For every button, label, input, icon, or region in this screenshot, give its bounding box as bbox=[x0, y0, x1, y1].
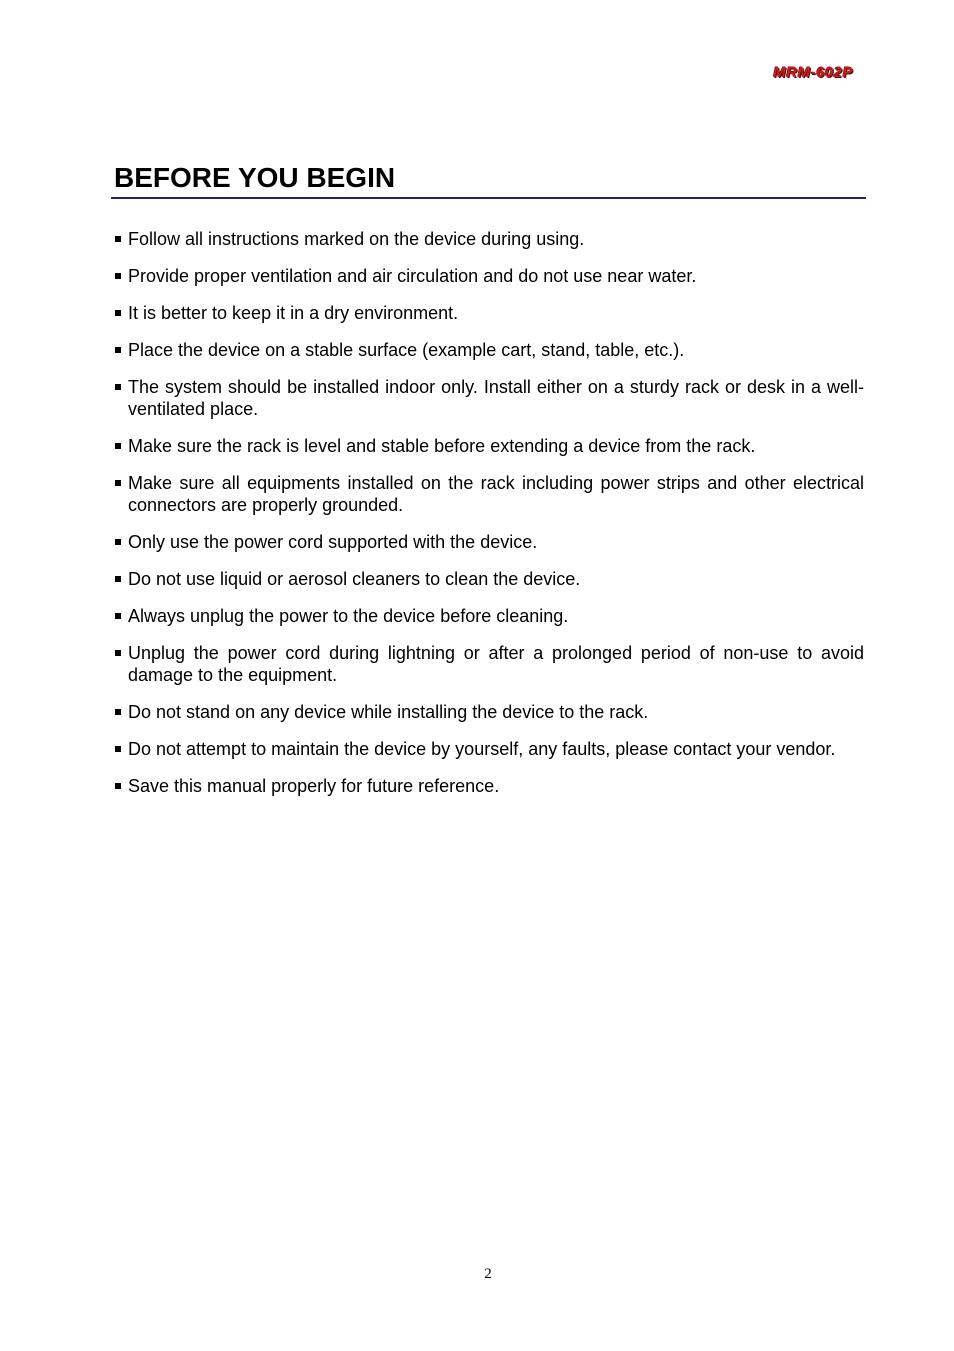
square-bullet-icon bbox=[115, 236, 121, 242]
header-model-name: MRM-602P bbox=[773, 64, 853, 81]
square-bullet-icon bbox=[115, 384, 121, 390]
list-item-text: Always unplug the power to the device before cleaning. bbox=[128, 606, 569, 626]
list-item-text: Provide proper ventilation and air circulation and do not use near water. bbox=[128, 266, 697, 286]
square-bullet-icon bbox=[115, 746, 121, 752]
list-item-text: Place the device on a stable surface (example cart, stand, table, etc.). bbox=[128, 340, 685, 360]
list-item-text: Do not use liquid or aerosol cleaners to clean the device. bbox=[128, 569, 581, 589]
list-item bbox=[114, 339, 864, 361]
list-item bbox=[114, 701, 864, 723]
list-item bbox=[114, 376, 864, 420]
square-bullet-icon bbox=[115, 347, 121, 353]
list-item-text: Do not stand on any device while installing the device to the rack. bbox=[128, 702, 649, 722]
list-item-text: Save this manual properly for future reference. bbox=[128, 776, 500, 796]
square-bullet-icon bbox=[115, 273, 121, 279]
page-title: BEFORE YOU BEGIN bbox=[114, 162, 396, 193]
list-item bbox=[114, 531, 864, 553]
square-bullet-icon bbox=[115, 539, 121, 545]
title-underline bbox=[111, 197, 866, 199]
square-bullet-icon bbox=[115, 576, 121, 582]
list-item-text: Make sure all equipments installed on the rack including power strips and other electrical connectors are properly grounded. bbox=[128, 473, 864, 515]
page-number: 2 bbox=[484, 1266, 492, 1282]
list-item bbox=[114, 568, 864, 590]
square-bullet-icon bbox=[115, 783, 121, 789]
list-item bbox=[114, 265, 864, 287]
square-bullet-icon bbox=[115, 613, 121, 619]
list-item bbox=[114, 775, 864, 797]
list-item bbox=[114, 605, 864, 627]
list-item bbox=[114, 642, 864, 686]
square-bullet-icon bbox=[115, 650, 121, 656]
list-item bbox=[114, 228, 864, 250]
list-item-text: Unplug the power cord during lightning or after a prolonged period of non-use to avoid damage to the equipment. bbox=[128, 643, 864, 685]
square-bullet-icon bbox=[115, 480, 121, 486]
list-item bbox=[114, 738, 864, 760]
list-item bbox=[114, 472, 864, 516]
list-item-text: The system should be installed indoor only. Install either on a sturdy rack or desk in a well-ventilated place. bbox=[128, 377, 864, 419]
list-item-text: Follow all instructions marked on the device during using. bbox=[128, 229, 585, 249]
list-item bbox=[114, 302, 864, 324]
list-item-text: Make sure the rack is level and stable before extending a device from the rack. bbox=[128, 436, 756, 456]
list-item-text: Only use the power cord supported with the device. bbox=[128, 532, 538, 552]
square-bullet-icon bbox=[115, 310, 121, 316]
list-item-text: It is better to keep it in a dry environment. bbox=[128, 303, 459, 323]
list-item-text: Do not attempt to maintain the device by yourself, any faults, please contact your vendor. bbox=[128, 739, 836, 759]
square-bullet-icon bbox=[115, 443, 121, 449]
square-bullet-icon bbox=[115, 709, 121, 715]
list-item bbox=[114, 435, 864, 457]
precautions-list bbox=[114, 228, 864, 812]
